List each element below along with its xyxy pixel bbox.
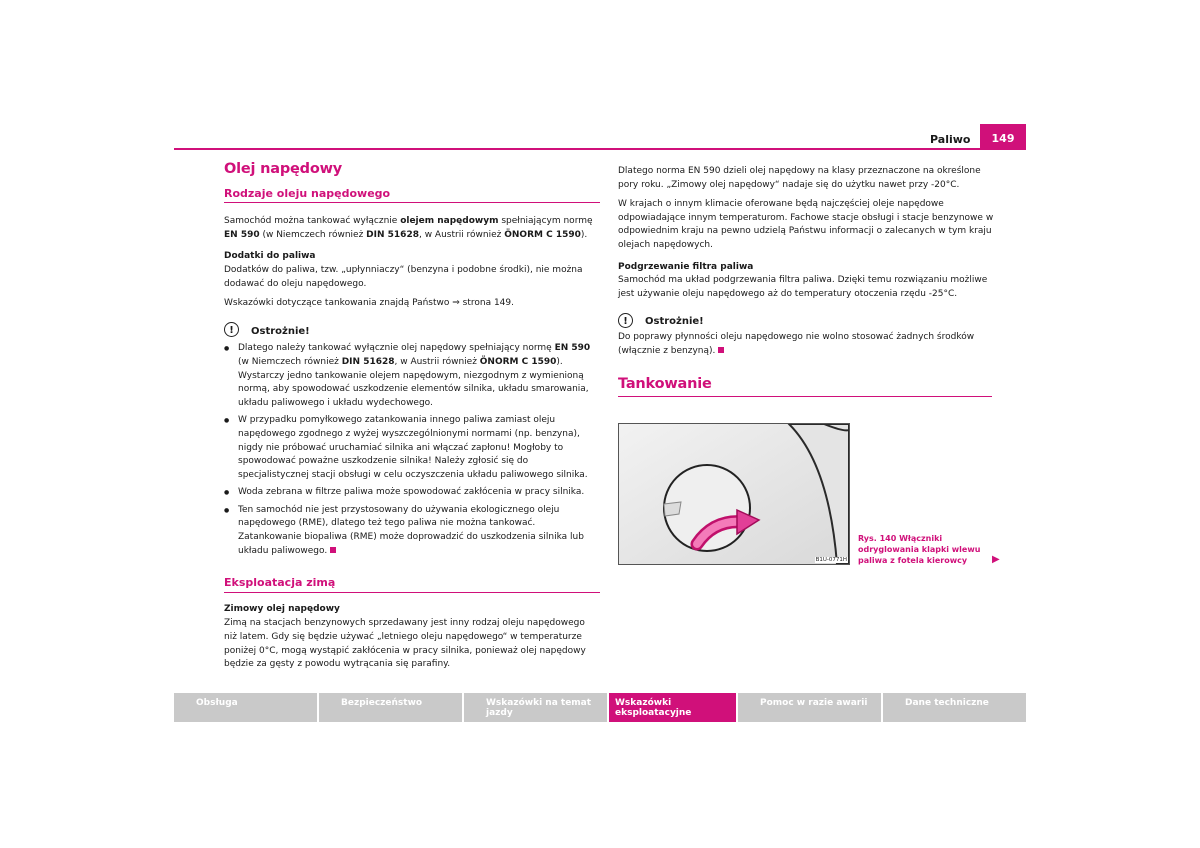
text-run: spełniającym normę — [498, 216, 593, 227]
text-run: Ten samochód nie jest przystosowany do używania ekologicznego oleju napędowego (RME), dlatego też tego paliwa nie można tankować. Zatankowanie biopaliwa (RME) może doprowadzić do uszkodzenia silnika lub układu paliwowego. — [238, 504, 584, 556]
section-rule — [618, 396, 992, 397]
bold-text: ÖNORM C 1590 — [504, 229, 581, 240]
left-column — [224, 163, 600, 678]
section-rule — [224, 592, 600, 593]
warning-bullet — [224, 342, 600, 410]
bold-text: EN 590 — [554, 343, 591, 354]
bold-text: DIN 51628 — [341, 356, 395, 367]
bullet-icon: ● — [224, 506, 230, 514]
bullet-icon: ● — [224, 417, 230, 425]
subheading-dodatki: Dodatki do paliwa — [224, 251, 316, 262]
warning-icon: ! — [618, 313, 633, 328]
footer-tab-4[interactable]: Wskazówki eksploatacyjne — [609, 693, 736, 722]
warning-title: Ostrożnie! — [251, 325, 310, 337]
right-column — [618, 165, 994, 397]
text-run: Samochód można tankować wyłącznie — [224, 216, 401, 227]
figure-caption: Rys. 140 Włączniki odryglowania klapki wlewu paliwa z fotela kierowcy — [858, 534, 981, 565]
page-title: Olej napędowy — [224, 161, 343, 177]
warning-paragraph: Do poprawy płynności oleju napędowego nie wolno stosować żadnych środków (włącznie z benzyną). — [618, 331, 975, 356]
footer-tab-5[interactable]: Pomoc w razie awarii — [738, 693, 881, 722]
bullet-text — [238, 504, 600, 558]
end-marker — [718, 347, 724, 353]
bullet-text — [238, 486, 584, 500]
end-marker — [330, 547, 336, 553]
bold-text: ÖNORM C 1590 — [479, 356, 557, 367]
text-run: , w Austrii również — [418, 229, 505, 240]
podgrzewanie-paragraph: Samochód ma układ podgrzewania filtra paliwa. Dzięki temu rozwiązaniu możliwe jest używanie oleju napędowego aż do temperatury otoczenia rzędu -25°C. — [618, 275, 988, 299]
figure-code: B1U-0771H — [815, 557, 847, 563]
text-run: , w Austrii również — [394, 356, 480, 367]
footer-tab-1[interactable]: Obsługa — [174, 693, 317, 722]
footer-tab-6[interactable]: Dane techniczne — [883, 693, 1026, 722]
header-section-title: Paliwo — [930, 133, 971, 146]
warning-header — [618, 311, 994, 329]
warning-bullet — [224, 504, 600, 558]
warning-icon: ! — [224, 322, 239, 337]
rich-paragraph — [224, 215, 600, 242]
text-run: ). — [580, 229, 588, 240]
bullet-text — [238, 342, 600, 410]
subheading-zimowy: Zimowy olej napędowy — [224, 603, 340, 614]
header-rule — [174, 148, 1026, 150]
footer-nav — [174, 693, 1026, 722]
section-heading-eksploatacja: Eksploatacja zimą — [224, 576, 336, 590]
wskazowki-paragraph: Wskazówki dotyczące tankowania znajdą Państwo ⇒ strona 149. — [224, 298, 514, 309]
text-run: Dlatego należy tankować wyłącznie olej napędowy spełniający normę — [238, 343, 555, 354]
footer-tab-2[interactable]: Bezpieczeństwo — [319, 693, 462, 722]
continue-arrow-icon: ▶ — [992, 554, 1000, 565]
warning-bullet-list — [224, 342, 600, 558]
section-heading-rodzaje: Rodzaje oleju napędowego — [224, 186, 391, 200]
bullet-icon: ● — [224, 489, 230, 497]
text-run: (w Niemczech również — [259, 229, 367, 240]
warning-bullet — [224, 486, 600, 500]
warning-header — [224, 321, 600, 339]
bullet-icon: ● — [224, 345, 230, 353]
bullet-text — [238, 414, 600, 482]
text-run: Woda zebrana w filtrze paliwa może spowodować zakłócenia w pracy silnika. — [238, 487, 585, 498]
right-paragraph-1: Dlatego norma EN 590 dzieli olej napędowy na klasy przeznaczone na określone pory roku. „Zimowy olej napędowy“ nadaje się do użytku nawet przy -20°C. — [618, 166, 981, 190]
footer-tab-3[interactable]: Wskazówki na temat jazdy — [464, 693, 607, 722]
dodatki-paragraph: Dodatków do paliwa, tzw. „upłynniaczy“ (benzyna i podobne środki), nie można dodawać do oleju napędowego. — [224, 264, 583, 289]
warning-bullet — [224, 414, 600, 482]
bold-text: DIN 51628 — [366, 229, 419, 240]
figure-fuel-flap — [618, 423, 850, 565]
fuel-flap-illustration — [619, 424, 849, 564]
text-run: (w Niemczech również — [238, 356, 342, 367]
page-number: 149 — [980, 124, 1026, 150]
section-rule — [224, 202, 600, 203]
bold-text: EN 590 — [224, 229, 260, 240]
right-paragraph-2: W krajach o innym klimacie oferowane będą najczęściej oleje napędowe odpowiadające innym temperaturom. Fachowe stacje obsługi i stacje benzynowe w odpowiednim kraju na pewno udzielą Państwu informacji o zalecanych w tym kraju olejach napędowych. — [618, 199, 994, 250]
subheading-podgrzewanie: Podgrzewanie filtra paliwa — [618, 261, 754, 272]
bold-text: olejem napędowym — [400, 216, 499, 227]
section-title-tankowanie: Tankowanie — [618, 376, 712, 393]
text-run: W przypadku pomyłkowego zatankowania innego paliwa zamiast oleju napędowego zgodnego z wyżej wyszczególnionymi normami (np. benzyna), nigdy nie próbować uruchamiać silnika ani włączać zapłonu! Mogłoby to spowodować poważne uszkodzenie silnika! Należy zgłosić się do specjalistycznej stacji obsługi w celu oczyszczenia układu paliwowego silnika. — [238, 415, 588, 480]
text-run: ). Wystarczy jedno tankowanie olejem napędowym, niezgodnym z wymienioną normą, aby spowodować uszkodzenie elementów silnika, układu smarowania, układu paliwowego i układu wydechowego. — [238, 356, 589, 408]
zimowy-paragraph: Zimą na stacjach benzynowych sprzedawany jest inny rodzaj oleju napędowego niż latem. Gdy się będzie używać „letniego oleju napędowego“ w temperaturze poniżej 0°C, mogą wystąpić zakłócenia w pracy silnika, ponieważ olej napędowy będzie za gęsty z powodu wytrącania się parafiny. — [224, 618, 586, 670]
warning-title: Ostrożnie! — [645, 316, 704, 328]
